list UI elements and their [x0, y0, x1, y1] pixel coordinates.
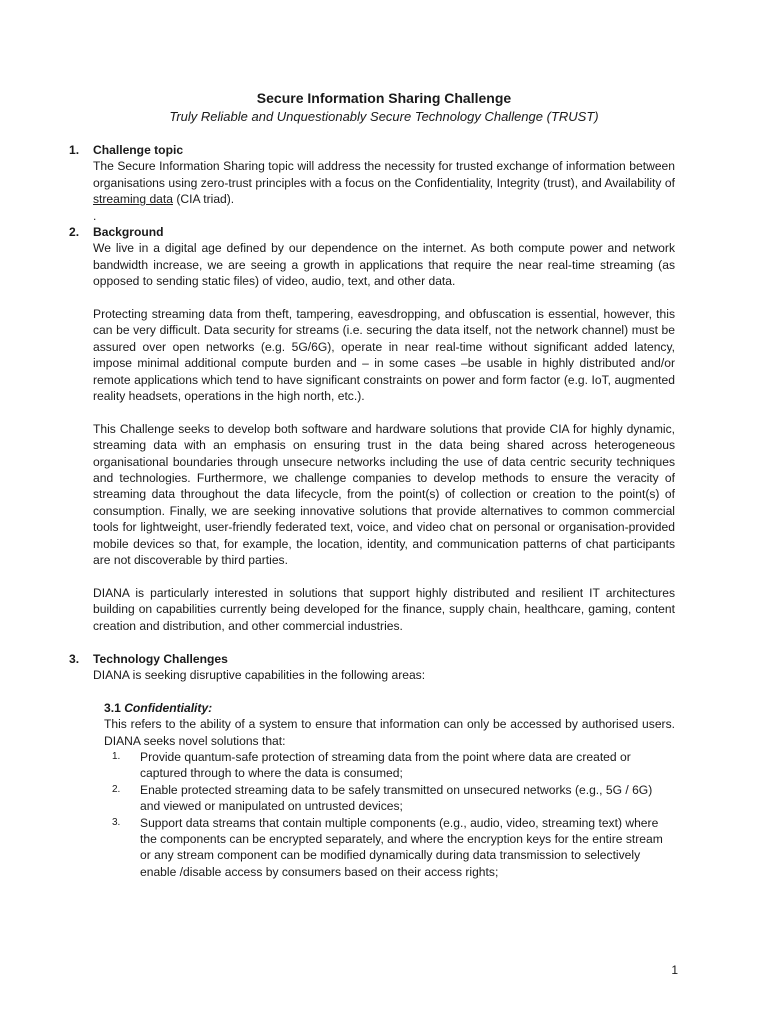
list-item-number: 2. [112, 783, 121, 795]
subsection-title: Confidentiality: [124, 700, 213, 715]
list-item-number: 1. [112, 750, 121, 762]
list-item [104, 782, 675, 815]
list-item [104, 749, 675, 782]
document-title: Secure Information Sharing Challenge [256, 90, 512, 106]
list-item [104, 815, 675, 881]
section-1-paragraph [93, 158, 675, 207]
background-paragraph: DIANA is particularly interested in solutions that support highly distributed and resilient IT architectures building on capabilities currently being developed for the finance, supply chain, healthcare, gaming, content creation and distribution, and other commercial industries. [93, 585, 675, 633]
list-item-text: Provide quantum-safe protection of streaming data from the point where data are created or captured through to where the data is consumed; [140, 749, 631, 781]
list-item-text: Enable protected streaming data to be safely transmitted on unsecured networks (e.g., 5G / 6G) and viewed or manipulated on untrusted devices; [140, 782, 653, 814]
page-number: 1 [671, 963, 678, 977]
list-item-text: Support data streams that contain multiple components (e.g., audio, video, streaming text) where the components can be encrypted separately, and where the encryption keys for the entire stream or any stream component can be modified dynamically during data transmission to selectively enable /disable access by consumers based on their access rights; [140, 815, 663, 879]
background-paragraph: This Challenge seeks to develop both software and hardware solutions that provide CIA for highly dynamic, streaming data with an emphasis on ensuring trust in the data being shared across heterogeneous organisational boundaries through unsecure networks including the use of data centric security techniques and technologies. Furthermore, we challenge companies to develop methods to ensure the veracity of streaming data throughout the data lifecycle, from the point(s) of collection or creation to the point(s) of consumption. Finally, we are seeking innovative solutions that provide alternatives to common commercial tools for lightweight, user-friendly federated text, voice, and video chat on personal or organisation-provided mobile devices so that, for example, the location, identity, and communication patterns of chat participants are not discoverable by third parties. [93, 421, 675, 568]
section-number: 3. [69, 651, 80, 666]
list-item-number: 3. [112, 816, 121, 828]
section-number: 1. [69, 143, 80, 157]
section-3-heading [69, 651, 675, 667]
paragraph-text: (CIA triad). [173, 192, 235, 207]
section-3-intro: DIANA is seeking disruptive capabilities in the following areas: [93, 667, 426, 682]
section-number: 2. [69, 225, 80, 240]
confidentiality-list [104, 749, 675, 880]
section-title: Background [93, 225, 164, 240]
background-paragraph: Protecting streaming data from theft, tampering, eavesdropping, and obfuscation is essential, however, this can be very difficult. Data security for streams (i.e. securing the data itself, not the network channel) must be assured over open networks (e.g. 5G/6G), operate in near real-time without significant added latency, impose minimal additional compute burden and – in some cases –be usable in highly distributed and/or remote applications which tend to have significant constraints on power and form factor (e.g. IoT, augmented reality headsets, operations in the high north, etc.). [93, 307, 675, 404]
subsection-intro: This refers to the ability of a system to ensure that information can only be accessed by authorised users. DIANA seeks novel solutions that: [104, 717, 675, 748]
paragraph-text: The Secure Information Sharing topic will address the necessity for trusted exchange of information between organisations using zero-trust principles with a focus on the Confidentiality, Integrity (trust), and Availability of [93, 159, 675, 190]
section-1-heading [69, 142, 675, 158]
subsection-3-1 [104, 700, 675, 749]
background-paragraph: We live in a digital age defined by our dependence on the internet. As both compute power and network bandwidth increase, we are seeing a growth in applications that require the near real-time streaming (as opposed to sending static files) of video, audio, text, and other data. [93, 241, 675, 289]
section-title: Challenge topic [93, 143, 184, 157]
stray-dot: . [93, 208, 97, 223]
section-title: Technology Challenges [93, 651, 228, 666]
subsection-heading [104, 700, 675, 716]
subsection-number: 3.1 [104, 700, 121, 715]
document-subtitle: Truly Reliable and Unquestionably Secure Technology Challenge (TRUST) [169, 109, 599, 124]
document-body [69, 142, 675, 880]
streaming-data-term: streaming data [93, 192, 173, 207]
section-2-heading [69, 224, 675, 240]
